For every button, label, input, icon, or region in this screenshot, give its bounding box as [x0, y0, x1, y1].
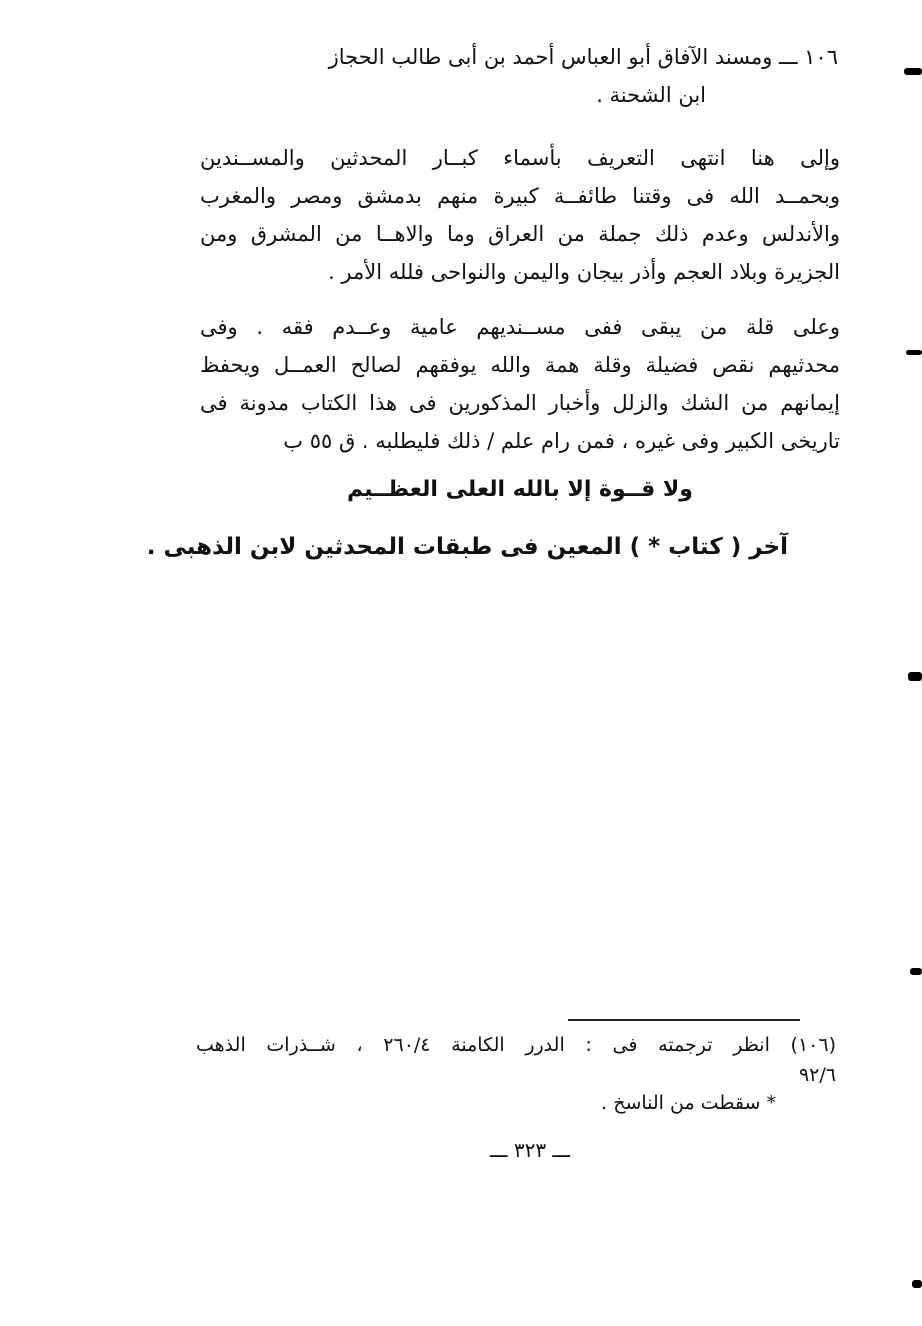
- paragraph-2-line: تاريخى الكبير وفى غيره ، فمن رام علم / ذلك فليطلبه . ق ٥٥ ب: [283, 429, 840, 453]
- paragraph-1-line: الجزيرة وبلاد العجم وأذر بيجان واليمن والنواحى فلله الأمر .: [328, 260, 840, 284]
- entry-106-line-1: ١٠٦ ـــ ومسند الآفاق أبو العباس أحمد بن أبى طالب الحجاز: [328, 45, 838, 69]
- paragraph-1-line: والأندلس وعدم ذلك جملة من العراق وما والاهــا من المشرق ومن: [200, 222, 840, 246]
- colophon: آخر ( كتاب * ) المعين فى طبقات المحدثين لابن الذهبى .: [146, 534, 788, 560]
- paragraph-2-line: وعلى قلة من يبقى ففى مســنديهم عامية وعــدم فقه . وفى: [200, 315, 840, 339]
- scan-edge-mark: [908, 672, 922, 681]
- entry-106-line-2: ابن الشحنة .: [596, 83, 706, 107]
- page-number: ـــ ٣٢٣ ـــ: [489, 1138, 571, 1162]
- paragraph-2-line: إيمانهم من الشك والزلل وأخبار المذكورين فى هذا الكتاب مدونة فى: [200, 391, 840, 415]
- paragraph-1-line: وبحمــد الله فى وقتنا طائفــة كبيرة منهم بدمشق ومصر والمغرب: [200, 184, 840, 208]
- scan-edge-mark: [906, 350, 922, 355]
- paragraph-1-line: وإلى هنا انتهى التعريف بأسماء كبــار المحدثين والمســندين: [200, 146, 840, 170]
- scan-edge-mark: [912, 1280, 922, 1288]
- paragraph-2: [200, 308, 840, 460]
- scan-edge-mark: [904, 68, 922, 75]
- footnote-106-line-2: ٩٢/٦: [798, 1064, 836, 1086]
- scan-edge-mark: [910, 968, 922, 975]
- footnote-asterisk: * سقطت من الناسخ .: [601, 1092, 776, 1114]
- footnote-divider: [568, 1019, 800, 1021]
- footnote-106-line-1: (١٠٦) انظر ترجمته فى : الدرر الكامنة ٢٦٠/٤ ، شــذرات الذهب: [196, 1034, 836, 1056]
- closing-phrase: ولا قــوة إلا بالله العلى العظــيم: [347, 477, 693, 502]
- paragraph-2-line: محدثيهم نقص فضيلة وقلة همة والله يوفقهم لصالح العمــل ويحفظ: [200, 353, 840, 377]
- paragraph-1: [200, 139, 840, 291]
